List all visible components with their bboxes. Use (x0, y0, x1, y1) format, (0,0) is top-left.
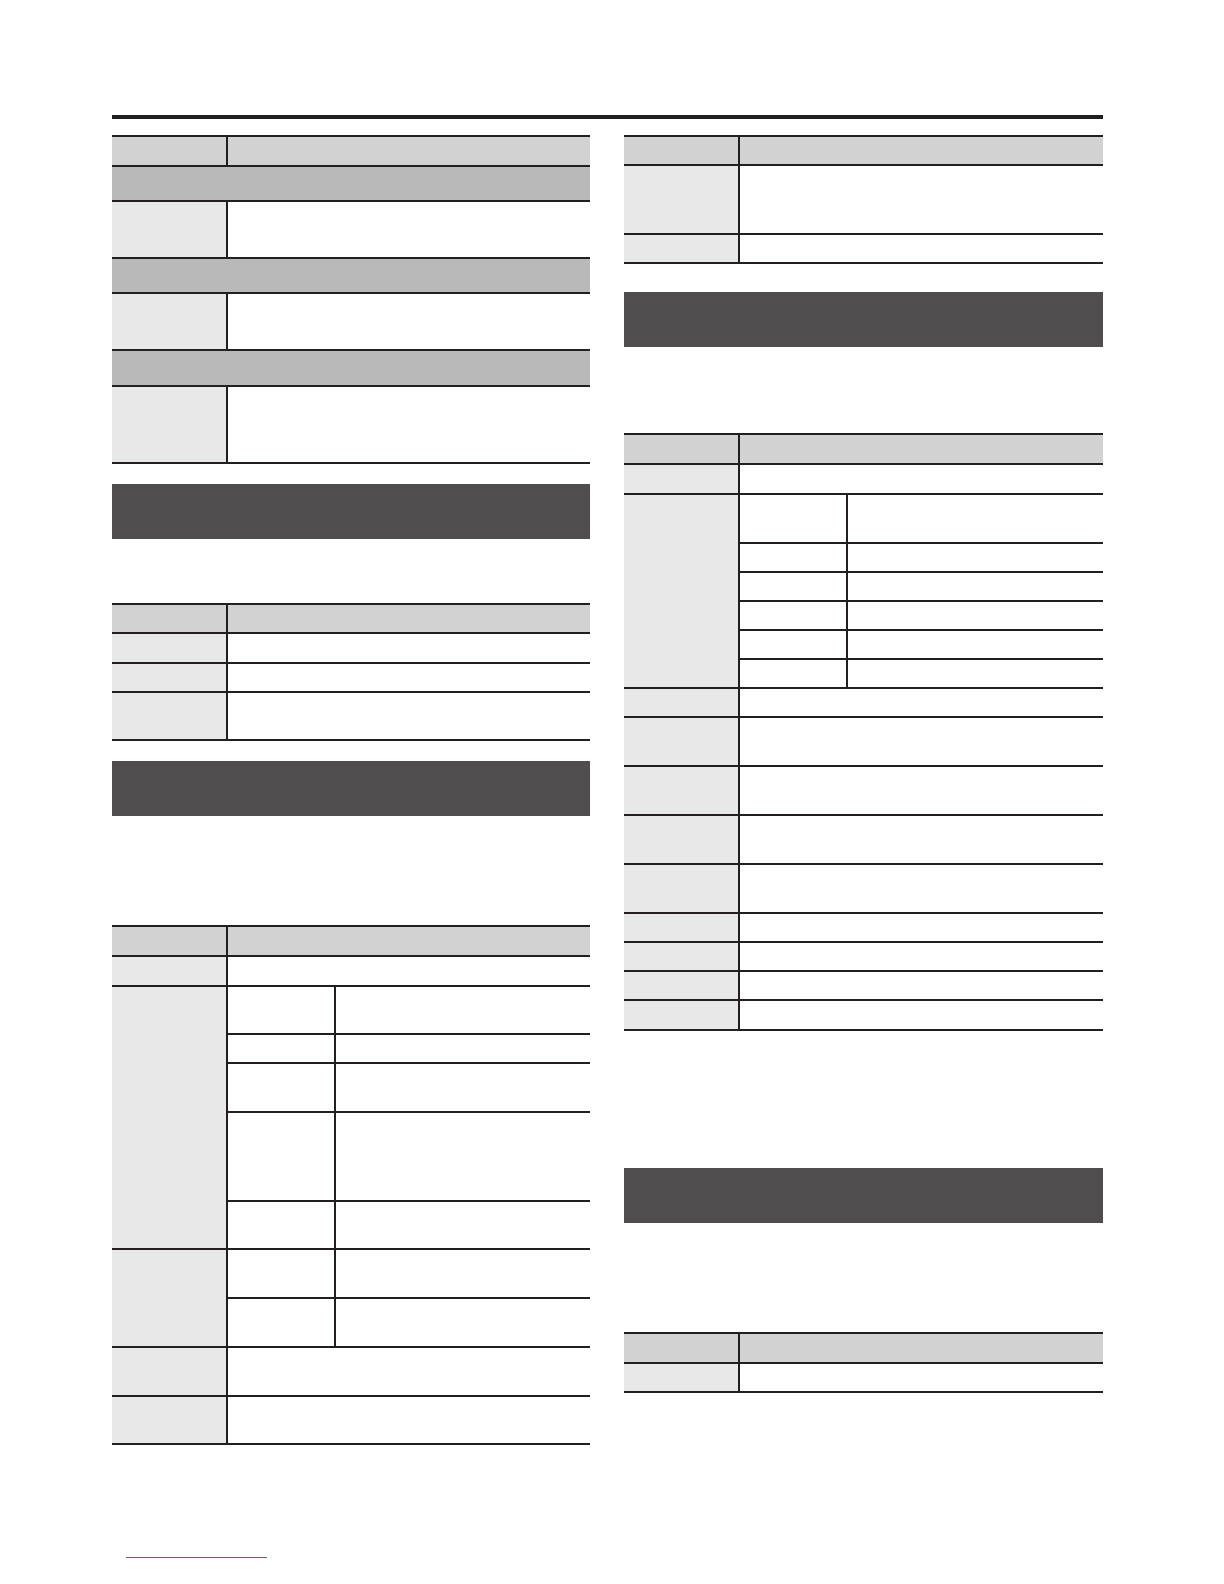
column-divider (226, 294, 228, 349)
row-label-cell (624, 914, 738, 941)
row-label-cell (112, 202, 226, 257)
row-label-cell (112, 1348, 226, 1395)
column-divider (738, 1334, 740, 1391)
group-header (112, 349, 590, 387)
right-spec-table-3 (624, 1332, 1103, 1394)
group-header (112, 165, 590, 202)
row-label-cell (112, 1397, 226, 1444)
table-bottom-rule (624, 1029, 1103, 1031)
row-rule (740, 571, 1103, 573)
row-label-cell (624, 718, 738, 765)
row-rule (228, 1200, 590, 1202)
table-header-row (624, 1332, 1103, 1363)
row-label-cell (624, 1364, 738, 1391)
row-rule (740, 629, 1103, 631)
row-label-cell (624, 972, 738, 999)
row-label-cell (624, 865, 738, 912)
row-rule (228, 1297, 590, 1299)
row-rule (228, 1033, 590, 1035)
column-divider (226, 387, 228, 463)
row-label-cell (112, 387, 226, 463)
row-label-cell (624, 767, 738, 814)
section-banner (112, 484, 590, 539)
column-divider (738, 435, 740, 1029)
row-rule (740, 600, 1103, 602)
table-bottom-rule (112, 739, 590, 741)
row-label-cell (112, 1250, 226, 1347)
row-label-cell (624, 1001, 738, 1029)
row-label-cell (624, 495, 738, 688)
row-label-cell (624, 166, 738, 233)
table-bottom-rule (112, 1443, 590, 1445)
section-banner (624, 292, 1103, 347)
table-bottom-rule (624, 262, 1103, 264)
section-banner (112, 761, 590, 816)
table-bottom-rule (624, 1391, 1103, 1393)
column-divider (226, 605, 228, 739)
table-header-row (624, 135, 1103, 165)
row-label-cell (112, 987, 226, 1249)
row-label-cell (624, 235, 738, 262)
column-divider (226, 927, 228, 1444)
row-label-cell (112, 693, 226, 739)
left-spec-table-1 (112, 135, 590, 465)
section-banner (624, 1168, 1103, 1223)
row-label-cell (624, 816, 738, 863)
row-label-cell (624, 465, 738, 493)
group-header (112, 257, 590, 294)
column-divider (226, 202, 228, 257)
column-divider (738, 137, 740, 262)
top-rule (112, 115, 1103, 119)
row-rule (740, 658, 1103, 660)
sub-column-divider (334, 987, 336, 1347)
footer-link-underline[interactable] (126, 1557, 267, 1558)
table-header-row (112, 603, 590, 633)
row-label-cell (112, 294, 226, 349)
row-rule (740, 542, 1103, 544)
table-bottom-rule (112, 462, 590, 464)
row-rule (228, 1111, 590, 1113)
row-label-cell (624, 943, 738, 970)
table-header-row (112, 925, 590, 956)
column-divider (226, 137, 228, 165)
row-label-cell (112, 634, 226, 662)
row-label-cell (112, 664, 226, 692)
table-header-row (624, 433, 1103, 464)
row-label-cell (624, 689, 738, 716)
right-spec-table-1 (624, 135, 1103, 265)
right-spec-table-2 (624, 433, 1103, 1033)
row-rule (228, 1062, 590, 1064)
row-label-cell (112, 957, 226, 985)
left-spec-table-3 (112, 925, 590, 1447)
table-header-row (112, 135, 590, 165)
left-spec-table-2 (112, 603, 590, 743)
